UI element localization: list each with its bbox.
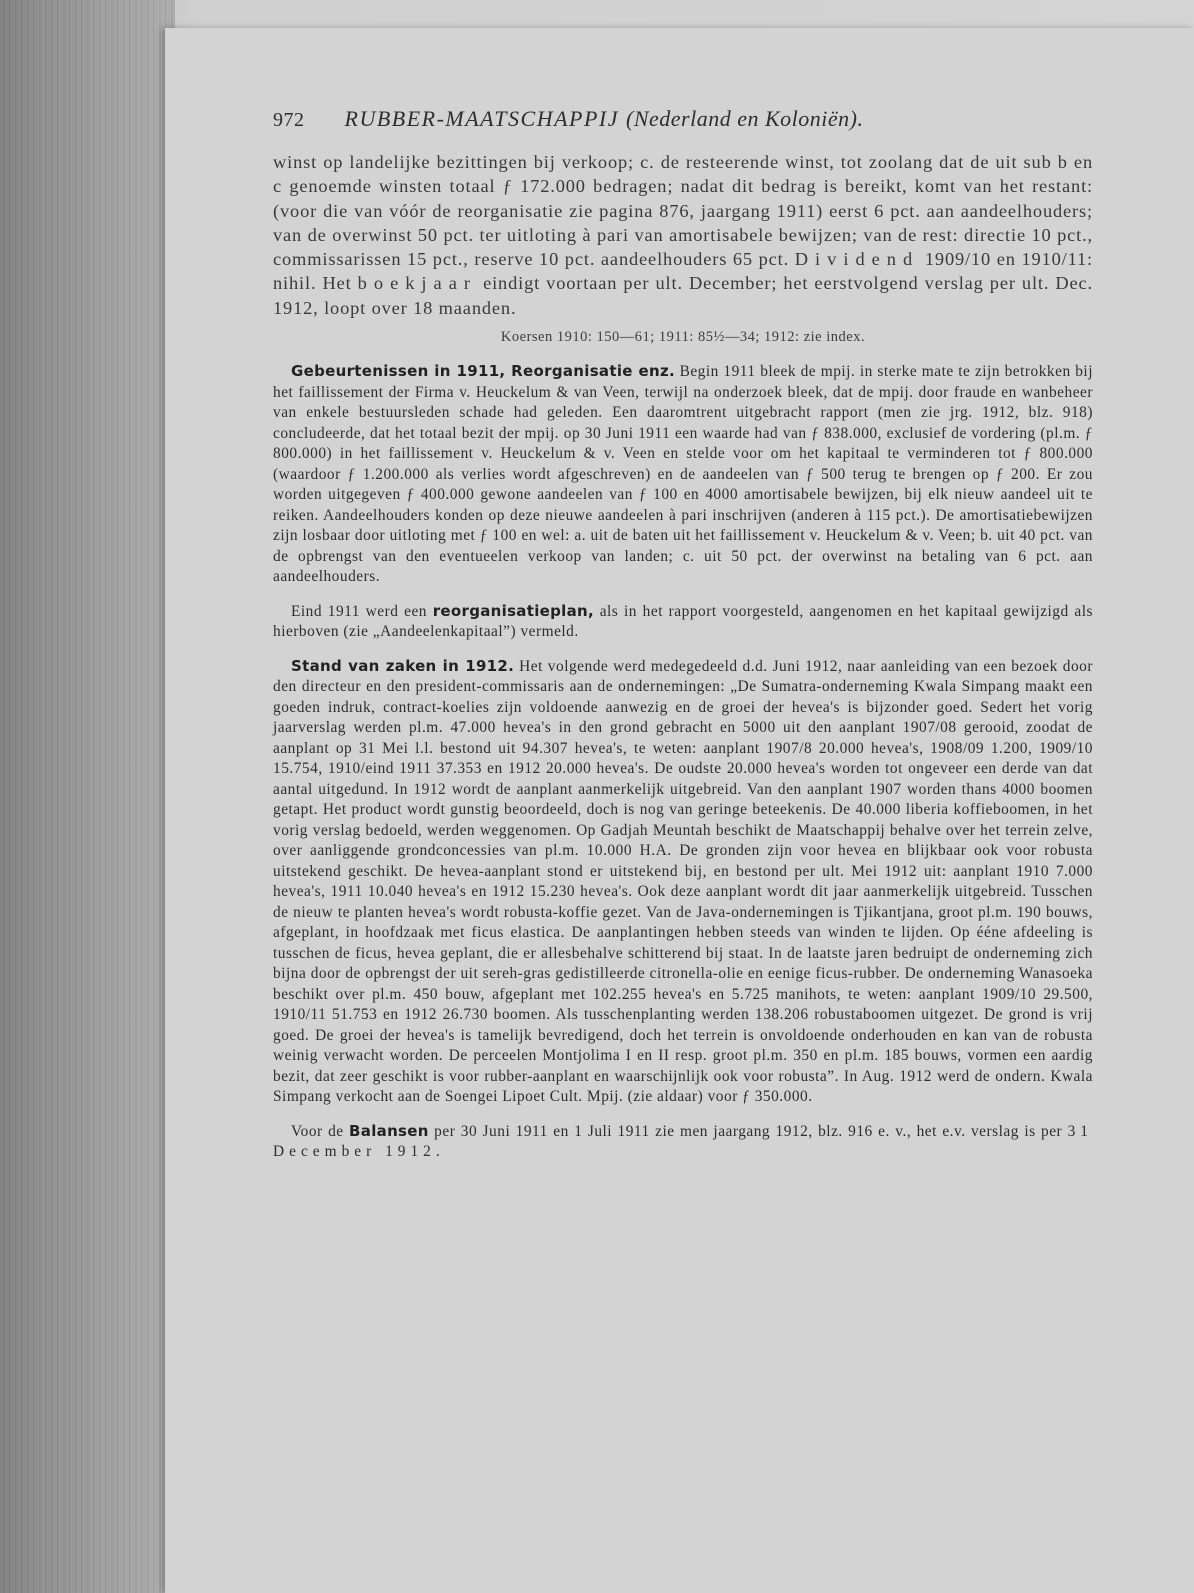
stand-van-zaken-heading: Stand van zaken in 1912. (291, 656, 515, 675)
boekjaar-label: boekjaar (357, 273, 477, 294)
intro-dividend-text: 1909/10 en 1910/11: nihil. Het (273, 249, 1093, 294)
page-content (273, 106, 1093, 1176)
reorganisatieplan-bold: reorganisatieplan, (432, 601, 594, 620)
reorganisatieplan-paragraph (273, 601, 1093, 643)
stand-van-zaken-text: Het volgende werd medegedeeld d.d. Juni 1912, naar aanleiding van een bezoek door den directeur en den president-commissaris aan de ondernemingen: „De Sumatra-onderneming Kwala Simpang maakt een goeden indruk, contract-koelies zijn voldoende aanwezig en de groei der hevea's is bijzonder goed. Sedert het vorig jaarverslag werden pl.m. 47.000 hevea's in den grond gebracht en 5000 uit den aanplant 1907/08 gerooid, zoodat de aanplant op 31 Mei l.l. bestond uit 94.307 hevea's, te weten: aanplant 1907/8 20.000 hevea's, 1908/09 1.200, 1909/10 15.754, 1910/eind 1911 37.353 en 1912 20.000 hevea's. De oudste 20.000 hevea's worden tot ongeveer een derde van dat aantal uitgedund. In 1912 wordt de aanplant aanmerkelijk uitgebreid. Van den aanplant 1907 worden thans 4000 boomen getapt. Het product wordt gunstig beoordeeld, doch is nog van geringe beteekenis. De 40.000 liberia koffieboomen, in het vorig verslag bedoeld, werden weggenomen. Op Gadjah Meuntah beschikt de Maatschappij behalve over het terrein zelve, over aanliggende grondconcessies van pl.m. 10.000 H.A. De gronden zijn voor hevea en blijkbaar ook voor robusta uitstekend geschikt. De hevea-aanplant stond er uitstekend bij, en bestond per ult. Mei 1912 uit: aanplant 1910 7.000 hevea's, 1911 10.040 hevea's en 1912 15.230 hevea's. Ook deze aanplant wordt dit jaar aanmerkelijk uitgebreid. Tusschen de nieuw te planten hevea's wordt robusta-koffie gezet. Van de Java-ondernemingen is Tjikantjana, groot pl.m. 190 bouws, afgeplant, in hoofdzaak met ficus elastica. De aanplantingen hebben steeds van winden te lijden. Op ééne afdeeling is tusschen de ficus, hevea geplant, die er allesbehalve schitterend bij staat. In de laatste jaren bedruipt de onderneming zich bijna door de opbrengst der uit sereh-gras gedistilleerde citronella-olie en eenige ficus-rubber. De onderneming Wanasoeka beschikt over pl.m. 450 bouw, afgeplant met 102.255 hevea's en 5.725 manihots, te weten: aanplant 1909/10 29.500, 1910/11 51.753 en 1912 26.730 boomen. Als tusschenplanting werden 138.206 robustaboomen uitgezet. De grond is vrij goed. De groei der hevea's is tamelijk bevredigend, doch het terrein is onvoldoende onderhouden en kan van de robusta weinig verwacht worden. De perceelen Montjolima I en II resp. groot pl.m. 350 en pl.m. 185 bouws, vormen een aardig bezit, dat zeer geschikt is voor rubber-aanplant en waarschijnlijk ook voor robusta”. In Aug. 1912 werd de ondern. Kwala Simpang verkocht aan de Soengei Lipoet Cult. Mpij. (zie aldaar) voor ƒ 350.000. (273, 657, 1093, 1106)
reorganisatieplan-text-after: als in het rapport voorgesteld, aangenomen en het kapitaal gewijzigd als hierboven (zie „Aandeelenkapitaal”) vermeld. (273, 602, 1093, 641)
balansen-date: 31 December 1912. (273, 1122, 1093, 1161)
intro-text: winst op landelijke bezittingen bij verkoop; c. de resteerende winst, tot zoolang dat de uit sub b en c genoemde winsten totaal ƒ 172.000 bedragen; nadat dit bedrag is bereikt, komt van het restant: (voor die van vóór de reorganisatie zie pagina 876, jaargang 1911) eerst 6 pct. aan aandeelhouders; van de overwinst 50 pct. ter uitloting à pari van amortisabele bewijzen; van de rest: directie 10 pct., commissarissen 15 pct., reserve 10 pct. aandeelhouders 65 pct. (273, 152, 1093, 270)
page (165, 28, 1194, 1593)
stand-van-zaken-paragraph (273, 656, 1093, 1108)
running-title-main: RUBBER-MAATSCHAPPIJ (344, 106, 619, 131)
page-number: 972 (273, 109, 305, 131)
balansen-text-before: Voor de (291, 1122, 344, 1140)
gebeurtenissen-paragraph (273, 361, 1093, 588)
intro-paragraph (273, 150, 1093, 320)
balansen-bold: Balansen (349, 1121, 429, 1140)
balansen-paragraph (273, 1121, 1093, 1163)
koersen-line: Koersen 1910: 150—61; 1911: 85½—34; 1912: zie index. (500, 329, 866, 346)
running-head (273, 106, 1093, 132)
book-page-edges (0, 0, 175, 1593)
running-title (345, 106, 864, 132)
dividend-label: Dividend (794, 249, 920, 270)
gebeurtenissen-heading: Gebeurtenissen in 1911, Reorganisatie enz. (291, 362, 675, 381)
intro-end-text: eindigt voortaan per ult. December; het eerstvolgend verslag per ult. Dec. 1912, loopt over 18 maanden. (273, 273, 1093, 318)
gebeurtenissen-text: Begin 1911 bleek de mpij. in sterke mate te zijn betrokken bij het faillissement der Firma v. Heuckelum & van Veen, terwijl na onderzoek bleek, dat de mpij. door fraude en wanbeheer van enkele bestuursleden schade had geleden. Een daaromtrent uitgebracht rapport (men zie jrg. 1912, blz. 918) concludeerde, dat het totaal bezit der mpij. op 30 Juni 1911 een waarde had van ƒ 838.000, exclusief de vordering (pl.m. ƒ 800.000) in het faillissement v. Heuckelum & v. Veen en stelde voor om het kapitaal te verminderen tot ƒ 800.000 (waardoor ƒ 1.200.000 als verlies wordt afgeschreven) en de aandeelen van ƒ 500 terug te brengen op ƒ 200. Er zou worden uitgegeven ƒ 400.000 gewone aandeelen van ƒ 100 en 4000 amortisabele bewijzen, bij elk nieuw aandeel uit te reiken. Aandeelhouders konden op deze nieuwe aandeelen à pari inschrijven (anderen à 115 pct.). De amortisatiebewijzen zijn losbaar door uitloting met ƒ 100 en wel: a. uit de baten uit het faillissement v. Heuckelum & v. Veen; b. uit 40 pct. van de opbrengst van den eventueelen verkoop van landen; c. uit 50 pct. der overwinst na betaling van 6 pct. aan aandeelhouders. (273, 363, 1093, 586)
reorganisatieplan-text-before: Eind 1911 werd een (291, 602, 428, 620)
running-title-sub: (Nederland en Koloniën). (626, 106, 864, 131)
balansen-text-middle: per 30 Juni 1911 en 1 Juli 1911 zie men jaargang 1912, blz. 916 e. v., het e.v. verslag is per (434, 1122, 1063, 1140)
